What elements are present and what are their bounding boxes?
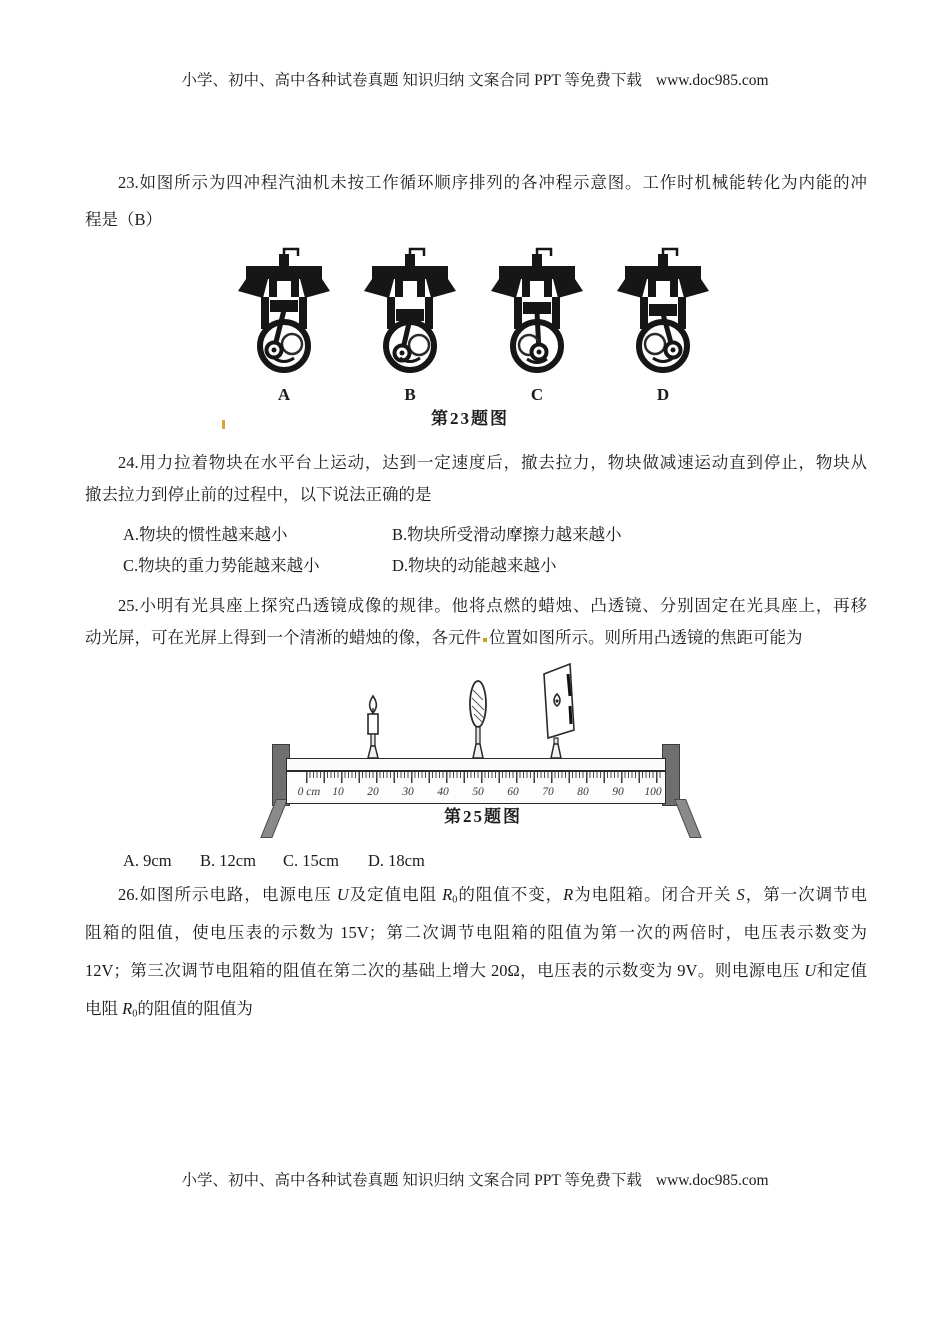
stray-annotation-mark (222, 420, 225, 429)
engine-label-a: A (277, 385, 291, 404)
text-segment: 和定值 (816, 961, 868, 980)
variable-symbol: S (736, 885, 745, 904)
q24-line-1: 24.用力拉着物块在水平台上运动，达到一定速度后，撤去拉力，物块做减速运动直到停止，物块从 (118, 453, 867, 472)
figure-23-caption: 第23题图 (431, 409, 509, 428)
engine-stroke-cell-b (362, 246, 458, 405)
q24-option-d: D.物块的动能越来越小 (392, 556, 557, 575)
q24-options-row-1 (85, 523, 867, 547)
q23-line-2: 程是（B） (85, 210, 163, 229)
ruler-label: 90 (611, 786, 625, 798)
engine-stroke-cell-a (236, 246, 332, 405)
q24-option-b: B.物块所受滑动摩擦力越来越小 (392, 525, 622, 544)
figure-25-caption: 第25题图 (444, 807, 522, 826)
engine-label-b: B (404, 385, 416, 404)
ruler-label: 50 (471, 786, 485, 798)
q24-option-a: A.物块的惯性越来越小 (123, 525, 288, 544)
ruler-label: 0 cm (296, 786, 322, 798)
q24-line-2: 撤去拉力到停止前的过程中，以下说法正确的是 (85, 485, 432, 504)
figure-25-optical-bench (258, 658, 708, 840)
screen-icon (530, 662, 582, 758)
text-segment: 及定值电阻 (348, 885, 443, 904)
q26-line-4 (85, 997, 867, 1027)
text-segment: 为电阻箱。闭合开关 (573, 885, 737, 904)
variable-symbol: U (804, 961, 817, 980)
annotation-dot (483, 638, 487, 642)
q25-line-2 (85, 626, 867, 650)
text-segment: 的阻值不变， (457, 885, 564, 904)
variable-symbol: R (442, 885, 453, 904)
q26-line-3 (85, 959, 867, 983)
engine-stroke-d-figure (615, 246, 711, 376)
footer-url: www.doc985.com (655, 1172, 769, 1189)
figure-23-engine-strokes (228, 240, 712, 432)
engine-stroke-a-figure (236, 246, 332, 376)
q24-option-c: C.物块的重力势能越来越小 (123, 556, 320, 575)
q25-option-c: C. 15cm (283, 851, 339, 870)
ruler-label: 40 (436, 786, 450, 798)
engine-label-d: D (656, 385, 670, 404)
variable-symbol: R (122, 999, 133, 1018)
variable-symbol: U (336, 885, 349, 904)
bench-ruler (286, 771, 666, 804)
q25-option-a: A. 9cm (123, 851, 172, 870)
convex-lens-icon (462, 680, 494, 758)
ruler-label: 10 (331, 786, 345, 798)
variable-symbol: R (563, 885, 574, 904)
engine-label-c: C (530, 385, 544, 404)
footer-text: 小学、初中、高中各种试卷真题 知识归纳 文案合同 PPT 等免费下载 (181, 1172, 642, 1189)
text-segment: 位置如图所示。则所用凸透镜的焦距可能为 (489, 628, 803, 647)
header-url: www.doc985.com (655, 72, 769, 89)
q26-line-1 (85, 883, 867, 913)
q25-options-row (85, 849, 867, 873)
engine-stroke-c-figure (489, 246, 585, 376)
header-text: 小学、初中、高中各种试卷真题 知识归纳 文案合同 PPT 等免费下载 (181, 72, 642, 89)
q25-option-d: D. 18cm (368, 851, 425, 870)
engine-stroke-cell-c (489, 246, 585, 405)
text-segment: 动光屏，可在光屏上得到一个清淅的蜡烛的像，各元件 (85, 628, 481, 647)
text-segment: 12V；第三次调节电阻箱的阻值在第二次的基础上增大 20Ω，电压表的示数变为 9V。则电源电压 (85, 961, 805, 980)
ruler-label: 70 (541, 786, 555, 798)
page-header (0, 68, 950, 90)
ruler-label: 100 (643, 786, 663, 798)
engine-stroke-b-figure (362, 246, 458, 376)
ruler-label: 80 (576, 786, 590, 798)
text-segment: 0 (452, 894, 458, 906)
ruler-label: 20 (366, 786, 380, 798)
text-segment: 的阻值的阻值为 (137, 999, 253, 1018)
ruler-minor-ticks (306, 772, 662, 778)
text-segment: 26.如图所示电路，电源电压 (118, 885, 337, 904)
text-segment: ，第一次调节电 (744, 885, 868, 904)
bench-rail (286, 758, 666, 771)
engine-stroke-cell-d (615, 246, 711, 405)
q26-line-2: 阻箱的阻值，使电压表的示数为 15V；第二次调节电阻箱的阻值为第一次的两倍时，电压表示数变为 (85, 923, 867, 942)
q23-line-1: 23.如图所示为四冲程汽油机未按工作循环顺序排列的各冲程示意图。工作时机械能转化为内能的冲 (118, 173, 867, 192)
text-segment: 0 (132, 1008, 138, 1020)
q25-line-1: 25.小明有光具座上探究凸透镜成像的规律。他将点燃的蜡烛、凸透镜、分别固定在光具座上，再移 (118, 596, 867, 615)
ruler-label: 60 (506, 786, 520, 798)
candle-icon (359, 694, 387, 758)
page-footer (0, 1168, 950, 1190)
q24-options-row-2 (85, 554, 867, 578)
text-segment: 电阻 (85, 999, 123, 1018)
q25-option-b: B. 12cm (200, 851, 256, 870)
ruler-label: 30 (401, 786, 415, 798)
